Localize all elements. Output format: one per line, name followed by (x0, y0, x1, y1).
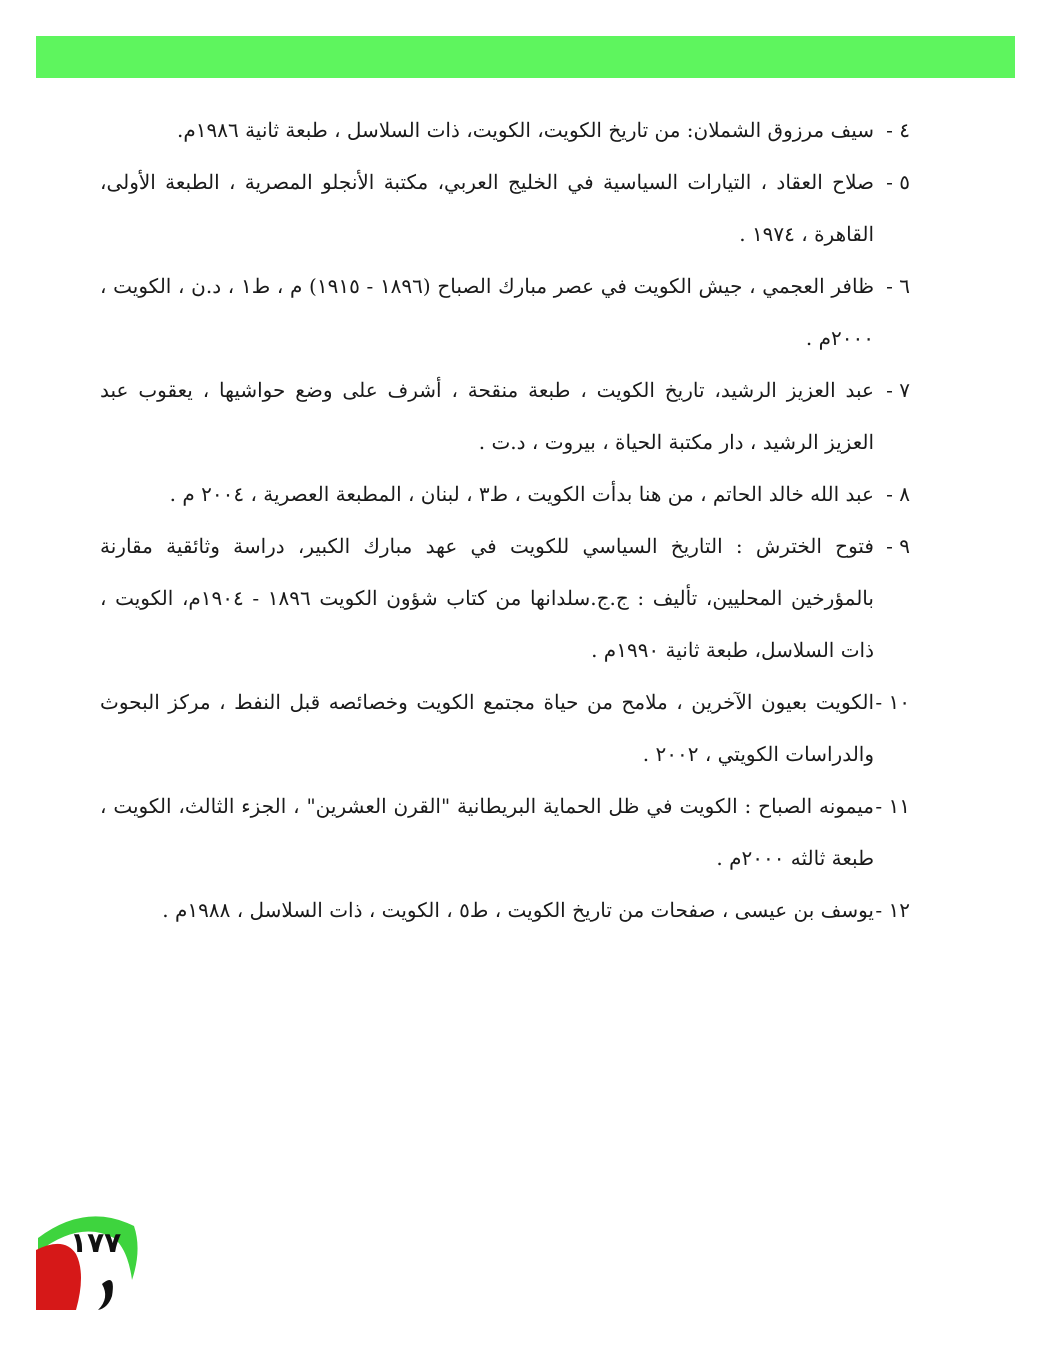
reference-text: ميمونه الصباح : الكويت في ظل الحماية البريطانية "القرن العشرين" ، الجزء الثالث، الكويت ، طبعة ثالثه ٢٠٠٠م . (100, 794, 874, 870)
reference-number: ٦ - (886, 274, 910, 298)
reference-text: الكويت بعيون الآخرين ، ملامح من حياة مجتمع الكويت وخصائصه قبل النفط ، مركز البحوث والدراسات الكويتي ، ٢٠٠٢ . (100, 690, 874, 766)
reference-item (100, 104, 910, 156)
reference-number: ٧ - (886, 378, 910, 402)
references-list (100, 104, 910, 936)
reference-text: عبد العزيز الرشيد، تاريخ الكويت ، طبعة منقحة ، أشرف على وضع حواشيها ، يعقوب عبد العزيز الرشيد ، دار مكتبة الحياة ، بيروت ، د.ت . (100, 378, 874, 454)
reference-item (100, 676, 910, 780)
reference-number: ٨ - (886, 482, 910, 506)
header-bar (36, 36, 1015, 78)
reference-item (100, 156, 910, 260)
reference-item (100, 780, 910, 884)
reference-text: عبد الله خالد الحاتم ، من هنا بدأت الكويت ، ط٣ ، لبنان ، المطبعة العصرية ، ٢٠٠٤ م . (169, 482, 874, 506)
reference-item (100, 884, 910, 936)
reference-item (100, 364, 910, 468)
reference-text: سيف مرزوق الشملان: من تاريخ الكويت، الكويت، ذات السلاسل ، طبعة ثانية ١٩٨٦م. (177, 118, 874, 142)
reference-item (100, 260, 910, 364)
reference-text: فتوح الخترش : التاريخ السياسي للكويت في عهد مبارك الكبير، دراسة وثائقية مقارنة بالمؤرخين المحليين، تأليف : ج.ج.سلدانها من كتاب شؤون الكويت ١٨٩٦ - ١٩٠٤م، الكويت ، ذات السلاسل، طبعة ثانية ١٩٩٠م . (100, 534, 874, 662)
page-number: ١٧٧ (70, 1226, 122, 1259)
reference-number: ١١ - (875, 794, 910, 818)
reference-text: صلاح العقاد ، التيارات السياسية في الخليج العربي، مكتبة الأنجلو المصرية ، الطبعة الأولى، القاهرة ، ١٩٧٤ . (100, 170, 874, 246)
reference-number: ١٢ - (875, 898, 910, 922)
reference-item (100, 468, 910, 520)
reference-number: ٩ - (886, 534, 910, 558)
reference-text: ظافر العجمي ، جيش الكويت في عصر مبارك الصباح (١٨٩٦ - ١٩١٥) م ، ط١ ، د.ن ، الكويت ، ٢٠٠٠م . (100, 274, 874, 350)
reference-text: يوسف بن عيسى ، صفحات من تاريخ الكويت ، ط٥ ، الكويت ، ذات السلاسل ، ١٩٨٨م . (162, 898, 874, 922)
reference-number: ٥ - (886, 170, 910, 194)
reference-item (100, 520, 910, 676)
logo-black-shape (98, 1280, 113, 1310)
reference-number: ٤ - (886, 118, 910, 142)
logo-emblem-icon (36, 1210, 146, 1310)
reference-number: ١٠ - (875, 690, 910, 714)
